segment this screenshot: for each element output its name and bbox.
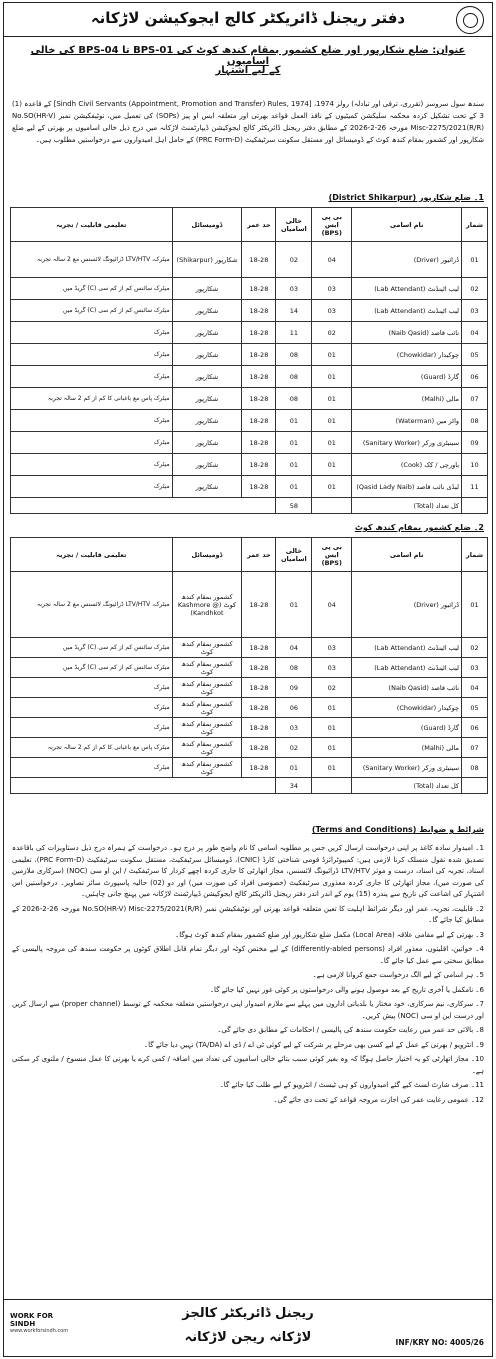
cell-age: 18-28 bbox=[242, 718, 276, 738]
cell-dom: کشمور بمقام کندھ کوٹ bbox=[172, 638, 242, 658]
cell-empty bbox=[312, 498, 352, 514]
column-header: حد عمر bbox=[242, 208, 276, 242]
cell-dom: شکارپور bbox=[172, 410, 242, 432]
header-title: دفتر ریجنل ڈائریکٹر کالج ایجوکیشن لاڑکانہ bbox=[90, 9, 406, 27]
cell-qual: میٹرک سائنس کم از کم سی (C) گریڈ میں bbox=[11, 278, 173, 300]
term-item: 10۔ مجاز اتھارٹی کو یہ اختیار حاصل ہوگا کہ وہ بغیر کوئی سبب بتائے خالی اسامیوں کی تعداد میں اضافہ / کمی کرے یا بھرتی کا عمل منسوخ / ملتوی کر سکتی ہے۔ bbox=[12, 1055, 484, 1075]
column-header: شمار bbox=[462, 208, 488, 242]
cell-dom: شکارپور bbox=[172, 366, 242, 388]
cell-no: 01 bbox=[462, 242, 488, 278]
cell-age: 18-28 bbox=[242, 322, 276, 344]
footer bbox=[4, 1299, 492, 1357]
column-header: تعلیمی قابلیت / تجربہ bbox=[11, 538, 173, 572]
term-item: 4۔ خواتین، اقلیتوں، معذور افراد (differently-abled persons) کے لیے مختص کوٹہ اور دیگر تمام قابل اطلاق کوٹوں پر حکومت سندھ کی مروجہ پالیسی کے مطابق سختی سے عمل کیا جائے گا۔ bbox=[12, 945, 485, 965]
term-item: 7۔ سرکاری، نیم سرکاری، خود مختار یا بلدیاتی اداروں میں پہلے سے ملازم امیدوار اپنی درخواستیں متعلقہ محکمہ کے توسط (proper channel) سے ارسال کریں اور درست این او سی (NOC) پیش کریں۔ bbox=[12, 1000, 484, 1020]
cell-dom: شکارپور (Shikarpur) bbox=[172, 242, 242, 278]
cell-vac: 01 bbox=[276, 758, 312, 778]
terms-title: شرائط و ضوابط (Terms and Conditions) bbox=[311, 825, 484, 834]
signature-title: ریجنل ڈائریکٹر کالجز bbox=[182, 1306, 314, 1321]
cell-vac: 01 bbox=[276, 410, 312, 432]
table-header bbox=[11, 538, 488, 572]
cell-post: لیب اٹینڈنٹ (Lab Attendant) bbox=[352, 658, 462, 678]
cell-vac: 08 bbox=[276, 366, 312, 388]
cell-bps: 01 bbox=[312, 758, 352, 778]
cell-dom: شکارپور bbox=[172, 432, 242, 454]
cell-vac: 06 bbox=[276, 698, 312, 718]
section2-title: 2۔ ضلع کشمور بمقام کندھ کوٹ bbox=[354, 523, 484, 532]
cell-no: 04 bbox=[462, 322, 488, 344]
reference-number: INF/KRY NO: 4005/26 bbox=[395, 1338, 484, 1347]
term-item: 5۔ ہر اسامی کے لیے الگ درخواست جمع کروانا لازمی ہے۔ bbox=[312, 971, 484, 979]
cell-dom: کشمور بمقام کندھ کوٹ bbox=[172, 718, 242, 738]
cell-age: 18-28 bbox=[242, 242, 276, 278]
terms-list bbox=[12, 843, 484, 1109]
cell-dom: شکارپور bbox=[172, 476, 242, 498]
cell-qual: میٹرک پاس مع باغبانی کا کم از کم 2 سالہ تجربہ bbox=[11, 738, 173, 758]
cell-no: 08 bbox=[462, 410, 488, 432]
cell-age: 18-28 bbox=[242, 366, 276, 388]
cell-dom: شکارپور bbox=[172, 322, 242, 344]
cell-post: لیب اٹینڈنٹ (Lab Attendant) bbox=[352, 300, 462, 322]
cell-no: 07 bbox=[462, 738, 488, 758]
table-row bbox=[11, 476, 488, 498]
column-header: خالی اسامیاں bbox=[276, 538, 312, 572]
cell-post: چوکیدار (Chowkidar) bbox=[352, 344, 462, 366]
cell-no: 05 bbox=[462, 698, 488, 718]
cell-post: لیب اٹینڈنٹ (Lab Attendant) bbox=[352, 638, 462, 658]
cell-post: ڈرائیور (Driver) bbox=[352, 242, 462, 278]
table-row bbox=[11, 678, 488, 698]
logo-text: WORK FOR SINDH bbox=[10, 1312, 54, 1328]
cell-dom: کشمور بمقام کندھ کوٹ bbox=[172, 698, 242, 718]
cell-dom: کشمور بمقام کندھ کوٹ bbox=[172, 758, 242, 778]
cell-vac: 09 bbox=[276, 678, 312, 698]
cell-post: واٹر مین (Waterman) bbox=[352, 410, 462, 432]
table-row bbox=[11, 454, 488, 476]
term-item: 12۔ عمومی رعایت عمر کی اجازت مروجہ قواعد کے تحت دی جائے گی۔ bbox=[273, 1095, 484, 1104]
cell-empty bbox=[462, 778, 488, 794]
table-row bbox=[11, 242, 488, 278]
cell-post: نائب قاصد (Naib Qasid) bbox=[352, 322, 462, 344]
cell-qual: میٹرک bbox=[11, 476, 173, 498]
cell-age: 18-28 bbox=[242, 698, 276, 718]
column-header: حد عمر bbox=[242, 538, 276, 572]
cell-vac: 01 bbox=[276, 454, 312, 476]
cell-bps: 01 bbox=[312, 344, 352, 366]
table-row bbox=[11, 344, 488, 366]
column-header: شمار bbox=[462, 538, 488, 572]
cell-qual: میٹرک bbox=[11, 432, 173, 454]
government-seal-icon bbox=[456, 6, 484, 34]
cell-age: 18-28 bbox=[242, 658, 276, 678]
cell-dom: شکارپور bbox=[172, 454, 242, 476]
table-row bbox=[11, 572, 488, 638]
cell-qual: میٹرک bbox=[11, 366, 173, 388]
cell-vac: 01 bbox=[276, 476, 312, 498]
total-label: کل تعداد (Total) bbox=[352, 778, 462, 794]
column-header: ڈومیسائل bbox=[172, 208, 242, 242]
cell-qual: میٹرک سائنس کم از کم سی (C) گریڈ میں bbox=[11, 638, 173, 658]
cell-age: 18-28 bbox=[242, 476, 276, 498]
cell-qual: میٹرک bbox=[11, 410, 173, 432]
cell-post: چوکیدار (Chowkidar) bbox=[352, 698, 462, 718]
cell-vac: 14 bbox=[276, 300, 312, 322]
cell-vac: 03 bbox=[276, 278, 312, 300]
cell-post: لیب اٹینڈنٹ (Lab Attendant) bbox=[352, 278, 462, 300]
cell-post: سینیٹری ورکر (Sanitary Worker) bbox=[352, 758, 462, 778]
cell-empty bbox=[462, 498, 488, 514]
cell-age: 18-28 bbox=[242, 572, 276, 638]
column-header: خالی اسامیاں bbox=[276, 208, 312, 242]
total-row bbox=[11, 498, 488, 514]
cell-age: 18-28 bbox=[242, 738, 276, 758]
work-for-sindh-logo bbox=[10, 1312, 76, 1342]
cell-vac: 08 bbox=[276, 388, 312, 410]
cell-age: 18-28 bbox=[242, 678, 276, 698]
table-row bbox=[11, 738, 488, 758]
cell-vac: 02 bbox=[276, 738, 312, 758]
total-value: 58 bbox=[276, 498, 312, 514]
cell-no: 04 bbox=[462, 678, 488, 698]
cell-qual: میٹرک bbox=[11, 344, 173, 366]
advertisement-page bbox=[3, 2, 493, 1357]
cell-bps: 03 bbox=[312, 638, 352, 658]
cell-bps: 01 bbox=[312, 388, 352, 410]
cell-no: 08 bbox=[462, 758, 488, 778]
signature-region: لاڑکانہ ریجن لاڑکانہ bbox=[184, 1330, 312, 1345]
cell-bps: 01 bbox=[312, 432, 352, 454]
cell-age: 18-28 bbox=[242, 410, 276, 432]
cell-bps: 01 bbox=[312, 698, 352, 718]
column-header: نام اسامی bbox=[352, 538, 462, 572]
cell-age: 18-28 bbox=[242, 454, 276, 476]
subject-line-2: کے لیے اشتہار bbox=[215, 65, 281, 76]
table-row bbox=[11, 718, 488, 738]
table-row bbox=[11, 300, 488, 322]
cell-no: 06 bbox=[462, 718, 488, 738]
cell-bps: 01 bbox=[312, 738, 352, 758]
cell-dom: کشمور بمقام کندھ کوٹ bbox=[172, 738, 242, 758]
cell-bps: 01 bbox=[312, 454, 352, 476]
cell-dom: شکارپور bbox=[172, 344, 242, 366]
cell-qual: میٹرک bbox=[11, 322, 173, 344]
column-header: بی پی ایس (BPS) bbox=[312, 208, 352, 242]
table-row bbox=[11, 366, 488, 388]
column-header: تعلیمی قابلیت / تجربہ bbox=[11, 208, 173, 242]
cell-age: 18-28 bbox=[242, 278, 276, 300]
cell-dom: شکارپور bbox=[172, 388, 242, 410]
table-row bbox=[11, 322, 488, 344]
section2-table bbox=[10, 537, 488, 794]
table-row bbox=[11, 432, 488, 454]
cell-dom: کشمور بمقام کندھ کوٹ bbox=[172, 658, 242, 678]
total-value: 34 bbox=[276, 778, 312, 794]
column-header: بی پی ایس (BPS) bbox=[312, 538, 352, 572]
cell-vac: 08 bbox=[276, 344, 312, 366]
cell-post: گارڈ (Guard) bbox=[352, 718, 462, 738]
cell-vac: 04 bbox=[276, 638, 312, 658]
cell-qual: میٹرک، LTV/HTV ڈرائیونگ لائسنس مع 2 سالہ تجربہ bbox=[11, 242, 173, 278]
cell-post: ڈرائیور (Driver) bbox=[352, 572, 462, 638]
cell-no: 01 bbox=[462, 572, 488, 638]
cell-qual: میٹرک پاس مع باغبانی کا کم از کم 2 سالہ تجربہ bbox=[11, 388, 173, 410]
cell-age: 18-28 bbox=[242, 388, 276, 410]
cell-qual: میٹرک bbox=[11, 758, 173, 778]
cell-no: 02 bbox=[462, 638, 488, 658]
cell-post: مالی (Malhi) bbox=[352, 388, 462, 410]
cell-dom: شکارپور bbox=[172, 300, 242, 322]
cell-vac: 08 bbox=[276, 658, 312, 678]
column-header: ڈومیسائل bbox=[172, 538, 242, 572]
cell-no: 11 bbox=[462, 476, 488, 498]
cell-bps: 02 bbox=[312, 678, 352, 698]
total-row bbox=[11, 778, 488, 794]
cell-no: 05 bbox=[462, 344, 488, 366]
cell-qual: میٹرک سائنس کم از کم سی (C) گریڈ میں bbox=[11, 658, 173, 678]
term-item: 1۔ امیدوار سادہ کاغذ پر اپنی درخواست ارسال کریں جس پر مطلوبہ اسامی کا نام واضح طور پر درج ہو۔ درخواست کے ہمراہ درج ذیل دستاویزات کی باقاعدہ تصدیق شدہ نقول منسلک کرنا لازمی ہیں: کمپیوٹرائزڈ قومی شناختی کارڈ (CNIC)، ڈومیسائل سرٹیفکیٹ، مستقل سکونت سرٹیفکیٹ (PRC Form-D)، تعلیمی اسناد، تجربہ کی اسناد، درست و موثر LTV/HTV ڈرائیونگ لائسنس، مجاز اتھارٹی کا جاری کردہ اچھے کردار کا سرٹیفکیٹ / این او سی (NOC) (سرکاری ملازمین کی صورت میں)، مجاز اتھارٹی کا جاری کردہ معذوری سرٹیفکیٹ (خصوصی افراد کی صورت میں) اور دو (02) حالیہ پاسپورٹ سائز تصاویر۔ درخواستیں اس اشتہار کی اشاعت کی تاریخ سے پندرہ (15) یوم کے اندر اندر دفتر ریجنل ڈائریکٹر کالج ایجوکیشن ڈیپارٹمنٹ لاڑکانہ میں پہنچ جانی چاہئیں۔ bbox=[12, 844, 485, 898]
cell-age: 18-28 bbox=[242, 300, 276, 322]
cell-vac: 01 bbox=[276, 572, 312, 638]
table-row bbox=[11, 410, 488, 432]
cell-bps: 03 bbox=[312, 300, 352, 322]
cell-post: گارڈ (Guard) bbox=[352, 366, 462, 388]
table-row bbox=[11, 758, 488, 778]
cell-vac: 11 bbox=[276, 322, 312, 344]
cell-age: 18-28 bbox=[242, 344, 276, 366]
cell-bps: 04 bbox=[312, 572, 352, 638]
cell-no: 03 bbox=[462, 300, 488, 322]
cell-post: نائب قاصد (Naib Qasid) bbox=[352, 678, 462, 698]
cell-post: مالی (Malhi) bbox=[352, 738, 462, 758]
cell-no: 03 bbox=[462, 658, 488, 678]
cell-empty bbox=[11, 498, 276, 514]
cell-no: 06 bbox=[462, 366, 488, 388]
cell-dom: کشمور بمقام کندھ کوٹ bbox=[172, 678, 242, 698]
cell-bps: 01 bbox=[312, 476, 352, 498]
cell-post: سینیٹری ورکر (Sanitary Worker) bbox=[352, 432, 462, 454]
cell-post: لیڈی نائب قاصد (Qasid Lady Naib) bbox=[352, 476, 462, 498]
subject-line-1: عنوان: ضلع شکارپور اور ضلع کشمور بمقام کندھ کوٹ کی BPS-01 تا BPS-04 کی خالی اسامیوں bbox=[30, 45, 466, 67]
cell-age: 18-28 bbox=[242, 638, 276, 658]
cell-no: 09 bbox=[462, 432, 488, 454]
cell-dom: کشمور بمقام کندھ کوٹ (Kashmore @ Kandhkot) bbox=[172, 572, 242, 638]
term-item: 11۔ صرف شارٹ لسٹ کیے گئے امیدواروں کو ہی ٹیسٹ / انٹرویو کے لیے طلب کیا جائے گا۔ bbox=[219, 1081, 484, 1089]
cell-bps: 01 bbox=[312, 410, 352, 432]
term-item: 2۔ قابلیت، تجربہ، عمر اور دیگر شرائط اہلیت کا تعین متعلقہ قواعد بھرتی اور نوٹیفکیشن نمبر No.SO(HR-V) Misc-2275/2021(R/R) مورخہ 26-2-2026 کے مطابق کیا جائے گا۔ bbox=[12, 904, 484, 924]
total-label: کل تعداد (Total) bbox=[352, 498, 462, 514]
logo-url: www.workforsindh.com bbox=[10, 1328, 69, 1334]
term-item: 6۔ نامکمل یا آخری تاریخ کے بعد موصول ہونے والی درخواستوں پر کوئی غور نہیں کیا جائے گا۔ bbox=[209, 985, 484, 994]
cell-qual: میٹرک bbox=[11, 698, 173, 718]
table-header bbox=[11, 208, 488, 242]
term-item: 8۔ بالائی حد عمر میں رعایت حکومت سندھ کی پالیسی / احکامات کے مطابق دی جائے گی۔ bbox=[217, 1026, 484, 1034]
cell-vac: 03 bbox=[276, 718, 312, 738]
cell-bps: 03 bbox=[312, 658, 352, 678]
table-row bbox=[11, 698, 488, 718]
cell-vac: 02 bbox=[276, 242, 312, 278]
section1-table bbox=[10, 207, 488, 514]
cell-bps: 02 bbox=[312, 322, 352, 344]
cell-qual: میٹرک bbox=[11, 454, 173, 476]
intro-paragraph: سندھ سول سروسز (تقرری، ترقی اور تبادلہ) رولز 1974، [Sindh Civil Servants (Appointment, Promotion and Transfer) Rules, 1974] کے قاعدہ (1) 3 کے تحت تشکیل کردہ محکمہ سلیکشن کمیٹیوں کے نافذ العمل قواعد بھرتی اور متعلقہ ایس او پیز (SOPs) کی تعمیل میں، نوٹیفکیشن نمبر No.SO(HR-V) Misc-2275/2021(R/R) مورخہ 26-2-2026 کے مطابق دفتر ریجنل ڈائریکٹر کالج ایجوکیشن ڈیپارٹمنٹ لاڑکانہ میں درج ذیل خالی اسامیوں پر بھرتی کے لیے ضلع شکارپور اور کشمور بمقام کندھ کوٹ کے ڈومیسائل اور مستقل سکونت سرٹیفکیٹ (PRC Form-D) کے حامل اہل امیدواروں سے درخواستیں مطلوب ہیں۔ bbox=[12, 100, 484, 144]
cell-qual: میٹرک، LTV/HTV ڈرائیونگ لائسنس مع 2 سالہ تجربہ bbox=[11, 572, 173, 638]
column-header: نام اسامی bbox=[352, 208, 462, 242]
term-item: 9۔ انٹرویو / بھرتی کے عمل کے لیے کسی بھی مرحلے پر شرکت کے لیے کوئی ٹی اے / ڈی اے (TA/DA) نہیں دیا جائے گا۔ bbox=[144, 1040, 484, 1049]
table-row bbox=[11, 388, 488, 410]
cell-qual: میٹرک bbox=[11, 678, 173, 698]
cell-age: 18-28 bbox=[242, 758, 276, 778]
cell-bps: 01 bbox=[312, 718, 352, 738]
section1-title: 1۔ ضلع شکارپور (District Shikarpur) bbox=[328, 193, 484, 202]
cell-no: 07 bbox=[462, 388, 488, 410]
cell-empty bbox=[312, 778, 352, 794]
cell-no: 10 bbox=[462, 454, 488, 476]
term-item: 3۔ بھرتی کے لیے مقامی علاقہ (Local Area) مکمل ضلع شکارپور اور ضلع کشمور بمقام کندھ کوٹ ہوگا۔ bbox=[175, 930, 484, 939]
cell-bps: 04 bbox=[312, 242, 352, 278]
table-row bbox=[11, 278, 488, 300]
cell-bps: 01 bbox=[312, 366, 352, 388]
cell-no: 02 bbox=[462, 278, 488, 300]
cell-post: باورچی / کک (Cook) bbox=[352, 454, 462, 476]
cell-bps: 03 bbox=[312, 278, 352, 300]
cell-empty bbox=[11, 778, 276, 794]
cell-dom: شکارپور bbox=[172, 278, 242, 300]
header bbox=[4, 3, 492, 37]
cell-age: 18-28 bbox=[242, 432, 276, 454]
cell-qual: میٹرک bbox=[11, 718, 173, 738]
cell-qual: میٹرک سائنس کم از کم سی (C) گریڈ میں bbox=[11, 300, 173, 322]
cell-vac: 01 bbox=[276, 432, 312, 454]
table-row bbox=[11, 658, 488, 678]
table-row bbox=[11, 638, 488, 658]
